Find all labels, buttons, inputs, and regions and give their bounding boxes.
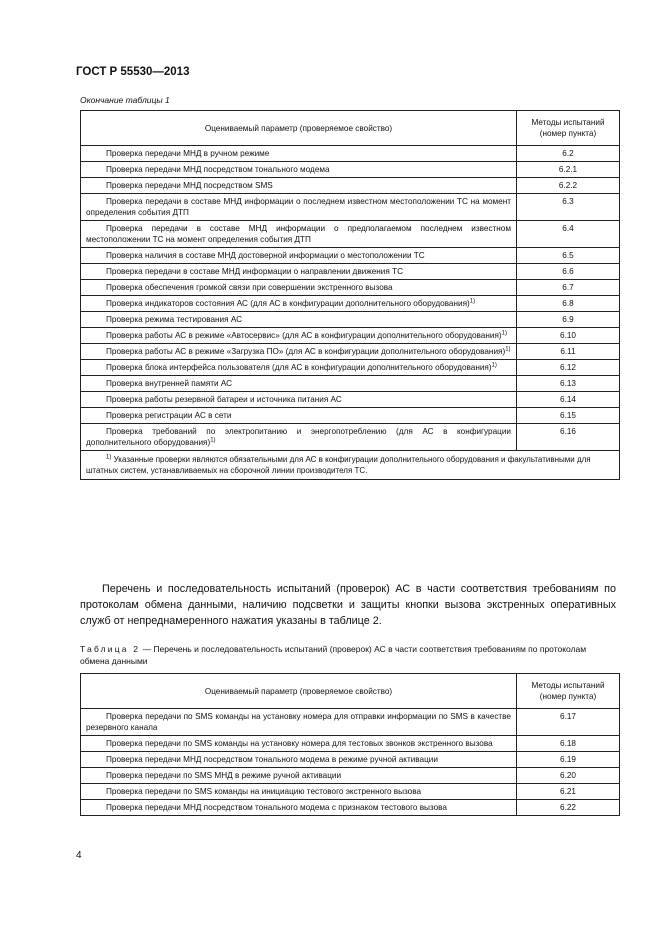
row-parameter [81, 221, 517, 248]
row-method-number: 6.2.1 [517, 162, 620, 178]
column-header-method: Методы испытаний (номер пункта) [517, 111, 620, 146]
row-method-number: 6.5 [517, 248, 620, 264]
footnote-row [81, 451, 620, 480]
row-parameter-text: Проверка передачи в составе МНД информации о направлении движения ТС [106, 267, 403, 276]
table-row [81, 752, 620, 768]
table1-caption: Окончание таблицы 1 [80, 95, 170, 105]
row-parameter [81, 768, 517, 784]
table-row [81, 178, 620, 194]
row-parameter [81, 752, 517, 768]
row-parameter [81, 800, 517, 816]
row-parameter-text: Проверка передачи в составе МНД информации о предполагаемом последнем известном местоположении ТС на момент определения события ДТП [86, 224, 511, 244]
table-row [81, 768, 620, 784]
row-parameter-text: Проверка наличия в составе МНД достоверной информации о местоположении ТС [106, 251, 425, 260]
row-method-number: 6.19 [517, 752, 620, 768]
row-method-number: 6.21 [517, 784, 620, 800]
row-method-number: 6.2.2 [517, 178, 620, 194]
table2-caption-text: — Перечень и последовательность испытаний (проверок) АС в части соответствия требованиям по протоколам обмена данными [80, 644, 587, 666]
row-parameter-text: Проверка работы АС в режиме «Автосервис» (для АС в конфигурации дополнительного оборудования) [106, 331, 502, 340]
row-parameter-text: Проверка требований по электропитанию и энергопотреблению (для АС в конфигурации дополнительного оборудования) [86, 427, 511, 447]
row-parameter [81, 194, 517, 221]
table-row [81, 296, 620, 312]
row-parameter-text: Проверка блока интерфейса пользователя (для АС в конфигурации дополнительного оборудования) [106, 363, 492, 372]
row-method-number: 6.15 [517, 408, 620, 424]
table2-caption [80, 643, 616, 667]
body-paragraph: Перечень и последовательность испытаний (проверок) АС в части соответствия требованиям по протоколам обмена данными, наличию подсветки и защиты кнопки вызова экстренных оперативных служб от непреднамеренного нажатия указаны в таблице 2. [80, 583, 616, 627]
row-parameter-text: Проверка передачи МНД посредством SMS [106, 181, 273, 190]
table-row [81, 736, 620, 752]
row-method-number: 6.3 [517, 194, 620, 221]
table-row [81, 146, 620, 162]
table-row [81, 312, 620, 328]
table-row [81, 784, 620, 800]
row-method-number: 6.10 [517, 328, 620, 344]
row-method-number: 6.18 [517, 736, 620, 752]
row-method-number: 6.17 [517, 709, 620, 736]
table-row [81, 194, 620, 221]
table2-caption-label: Таблица 2 [80, 644, 141, 654]
column-header-parameter: Оцениваемый параметр (проверяемое свойство) [81, 674, 517, 709]
row-parameter [81, 709, 517, 736]
row-parameter [81, 344, 517, 360]
row-parameter-text: Проверка передачи МНД посредством тонального модема в режиме ручной активации [106, 755, 438, 764]
footnote-ref: 1) [491, 362, 497, 369]
footnote-ref: 1) [505, 346, 511, 353]
footnote-ref: 1) [210, 437, 216, 444]
table-row [81, 328, 620, 344]
table-row [81, 424, 620, 451]
row-parameter [81, 392, 517, 408]
footnote-mark: 1) [106, 454, 112, 461]
table-row [81, 709, 620, 736]
row-parameter [81, 784, 517, 800]
row-method-number: 6.2 [517, 146, 620, 162]
row-method-number: 6.6 [517, 264, 620, 280]
column-header-method: Методы испытаний (номер пункта) [517, 674, 620, 709]
row-parameter [81, 408, 517, 424]
row-parameter-text: Проверка передачи МНД посредством тонального модема с признаком тестового вызова [106, 803, 447, 812]
document-header: ГОСТ Р 55530—2013 [76, 66, 190, 78]
row-parameter-text: Проверка регистрации АС в сети [106, 411, 232, 420]
row-parameter [81, 736, 517, 752]
row-method-number: 6.22 [517, 800, 620, 816]
row-parameter-text: Проверка передачи по SMS команды на инициацию тестового экстренного вызова [106, 787, 422, 796]
row-method-number: 6.4 [517, 221, 620, 248]
row-parameter-text: Проверка передачи МНД в ручном режиме [106, 149, 270, 158]
footnote-ref: 1) [501, 330, 507, 337]
row-parameter-text: Проверка индикаторов состояния АС (для АС в конфигурации дополнительного оборудования) [106, 299, 470, 308]
row-parameter [81, 248, 517, 264]
row-method-number: 6.8 [517, 296, 620, 312]
row-method-number: 6.16 [517, 424, 620, 451]
row-parameter-text: Проверка передачи в составе МНД информации о последнем известном местоположении ТС на момент определения события ДТП [86, 197, 511, 217]
row-parameter-text: Проверка внутренней памяти АС [106, 379, 233, 388]
row-parameter [81, 280, 517, 296]
row-parameter [81, 264, 517, 280]
row-method-number: 6.13 [517, 376, 620, 392]
row-parameter [81, 360, 517, 376]
row-parameter [81, 162, 517, 178]
row-parameter-text: Проверка обеспечения громкой связи при совершении экстренного вызова [106, 283, 393, 292]
table1 [80, 110, 620, 480]
row-parameter [81, 312, 517, 328]
table-header-row [81, 674, 620, 709]
row-parameter [81, 178, 517, 194]
row-parameter-text: Проверка передачи МНД посредством тонального модема [106, 165, 330, 174]
row-parameter-text: Проверка передачи по SMS команды на установку номера для отправки информации по SMS в качестве резервного канала [86, 712, 511, 732]
row-method-number: 6.11 [517, 344, 620, 360]
table-header-row [81, 111, 620, 146]
row-method-number: 6.20 [517, 768, 620, 784]
row-method-number: 6.9 [517, 312, 620, 328]
row-parameter-text: Проверка работы резервной батареи и источника питания АС [106, 395, 342, 404]
row-parameter-text: Проверка работы АС в режиме «Загрузка ПО» (для АС в конфигурации дополнительного оборудования) [106, 347, 506, 356]
table-row [81, 392, 620, 408]
table-row [81, 264, 620, 280]
column-header-parameter: Оцениваемый параметр (проверяемое свойство) [81, 111, 517, 146]
footnote-ref: 1) [469, 298, 476, 305]
row-parameter-text: Проверка режима тестирования АС [106, 315, 243, 324]
table-row [81, 376, 620, 392]
row-method-number: 6.14 [517, 392, 620, 408]
row-parameter [81, 328, 517, 344]
table2 [80, 673, 620, 816]
table-row [81, 248, 620, 264]
page-number: 4 [76, 850, 82, 861]
row-method-number: 6.12 [517, 360, 620, 376]
table-row [81, 344, 620, 360]
row-parameter [81, 424, 517, 451]
row-parameter-text: Проверка передачи по SMS МНД в режиме ручной активации [106, 771, 342, 780]
table-row [81, 360, 620, 376]
row-parameter-text: Проверка передачи по SMS команды на установку номера для тестовых звонков экстренного вызова [106, 739, 493, 748]
footnote-text: Указанные проверки являются обязательными для АС в конфигурации дополнительного оборудования и факультативными для штатных систем, устанавливаемых на сборочной линии производителя ТС. [86, 455, 591, 475]
row-parameter [81, 296, 517, 312]
table-footnote [81, 451, 620, 480]
table-row [81, 408, 620, 424]
table-row [81, 280, 620, 296]
row-parameter [81, 376, 517, 392]
table-row [81, 800, 620, 816]
row-parameter [81, 146, 517, 162]
row-method-number: 6.7 [517, 280, 620, 296]
table-row [81, 162, 620, 178]
table-row [81, 221, 620, 248]
